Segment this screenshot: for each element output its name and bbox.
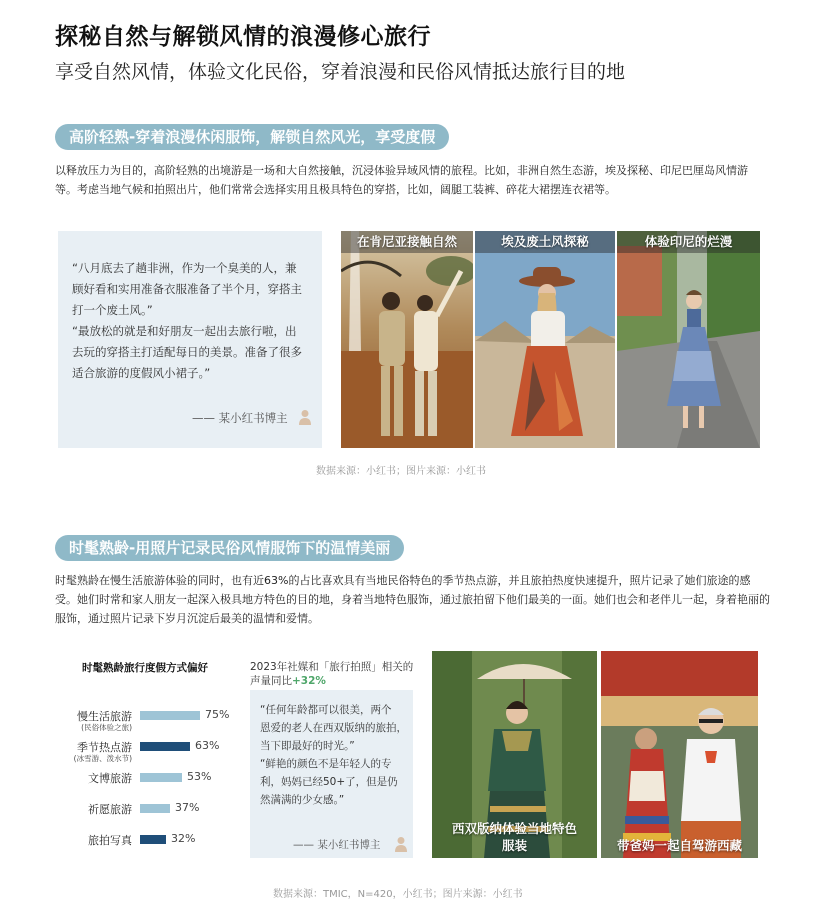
stat-block — [250, 660, 420, 688]
photo-caption: 埃及废土风探秘 — [475, 231, 615, 253]
bar — [140, 804, 170, 813]
quote-line: 适合旅游的度假风小裙子。” — [72, 366, 211, 380]
page-subtitle: 享受自然风情，体验文化民俗，穿着浪漫和民俗风情抵达旅行目的地 — [55, 61, 626, 83]
photo-caption: 在肯尼亚接触自然 — [341, 231, 473, 253]
section1-quote-box — [58, 231, 322, 448]
bar-value: 53% — [187, 770, 212, 783]
photo-egypt — [475, 231, 615, 448]
quote-line: “任何年龄都可以很美，两个 — [260, 704, 392, 716]
bar-label: 文博旅游 — [88, 772, 132, 785]
preference-chart — [50, 652, 245, 852]
section2-quote — [260, 701, 410, 809]
photo-egypt-image — [475, 231, 615, 448]
bar-value: 37% — [175, 801, 200, 814]
section1-paragraph: 以释放压力为目的，高阶轻熟的出境游是一场和大自然接触，沉浸体验异域风情的旅程。比如，非洲自然生态游，埃及探秘、印尼巴厘岛风情游等。考虑当地气候和拍照出片，他们常常会选择实用且极具特色的穿搭，比如，阔腿工装裤、碎花大裙摆连衣裙等。 — [55, 164, 748, 196]
bar-label: 慢生活旅游 — [77, 710, 132, 723]
section1-quote — [72, 258, 317, 384]
section1-quote-signature: —— 某小红书博主 — [192, 411, 288, 425]
bar-sublabel: (冰雪游、泼水节) — [73, 754, 132, 763]
bar-label: 季节热点游 — [77, 741, 132, 754]
photo-caption — [601, 837, 758, 854]
person-icon — [299, 409, 311, 425]
section2-quote-signature: —— 某小红书博主 — [293, 839, 381, 851]
photo-indonesia — [617, 231, 760, 448]
caption-line: 带爸妈一起自驾游西藏 — [616, 838, 742, 853]
photo-tibet — [601, 651, 758, 858]
bar-value: 32% — [171, 832, 196, 845]
bar-sublabel: (民俗体验之旅) — [81, 723, 132, 732]
section1-pill: 高阶轻熟-穿着浪漫休闲服饰，解锁自然风光，享受度假 — [55, 124, 449, 150]
bar — [140, 835, 166, 844]
bar — [140, 773, 182, 782]
quote-line: 去玩的穿搭主打适配每日的美景。准备了很多 — [72, 345, 302, 359]
photo-xishuangbanna — [432, 651, 597, 858]
photo-indonesia-image — [617, 231, 760, 448]
page-title: 探秘自然与解锁风情的浪漫修心旅行 — [55, 24, 431, 50]
caption-line: 服装 — [501, 838, 527, 853]
section1-source: 数据来源：小红书；图片来源：小红书 — [316, 466, 486, 477]
quote-line: 恩爱的老人在西双版纳的旅拍， — [260, 722, 407, 734]
photo-caption: 体验印尼的烂漫 — [617, 231, 760, 253]
section2-source: 数据来源：TMIC，N=420，小红书；图片来源：小红书 — [273, 889, 523, 900]
section2-pill: 时髦熟龄-用照片记录民俗风情服饰下的温情美丽 — [55, 535, 404, 561]
bar-value: 63% — [195, 739, 220, 752]
stat-text: 2023年社媒和「旅行拍照」相关的声量同比 — [250, 661, 414, 687]
quote-line: “鲜艳的颜色不是年轻人的专 — [260, 758, 392, 770]
chart-bars — [50, 707, 245, 847]
photo-caption — [432, 820, 597, 854]
bar-value: 75% — [205, 708, 230, 721]
photo-kenya-image — [341, 231, 473, 448]
section2-quote-box — [250, 690, 413, 858]
bar — [140, 742, 190, 751]
quote-line: 然满满的少女感。” — [260, 794, 345, 806]
quote-line: 打一个废土风。” — [72, 303, 153, 317]
person-icon — [395, 836, 407, 852]
bar — [140, 711, 200, 720]
quote-line: 当下即最好的时光。” — [260, 740, 355, 752]
quote-line: 顾好看和实用准备衣服准备了半个月，穿搭主 — [72, 282, 302, 296]
bar-label: 祈愿旅游 — [88, 803, 132, 816]
quote-line: “最放松的就是和好朋友一起出去旅行啦，出 — [72, 324, 297, 338]
caption-line: 西双版纳体验当地特色 — [451, 821, 577, 836]
quote-line: “八月底去了趟非洲，作为一个臭美的人，兼 — [72, 261, 297, 275]
quote-line: 利，妈妈已经50+了，但是仍 — [260, 776, 398, 788]
stat-value: +32% — [292, 675, 326, 687]
bar-label: 旅拍写真 — [88, 834, 132, 847]
section2-paragraph: 时髦熟龄在慢生活旅游体验的同时，也有近63%的占比喜欢具有当地民俗特色的季节热点游，并且旅拍热度快速提升，照片记录了她们旅途的感受。她们时常和家人朋友一起深入极具地方特色的目的地，身着当地特色服饰，通过旅拍留下他们最美的一面。她们也会和老伴儿一起，身着艳丽的服饰，通过照片记录下岁月沉淀后最美的温情和爱情。 — [55, 574, 770, 625]
chart-title: 时髦熟龄旅行度假方式偏好 — [82, 662, 208, 674]
photo-kenya — [341, 231, 473, 448]
photo-tibet-image — [601, 651, 758, 858]
